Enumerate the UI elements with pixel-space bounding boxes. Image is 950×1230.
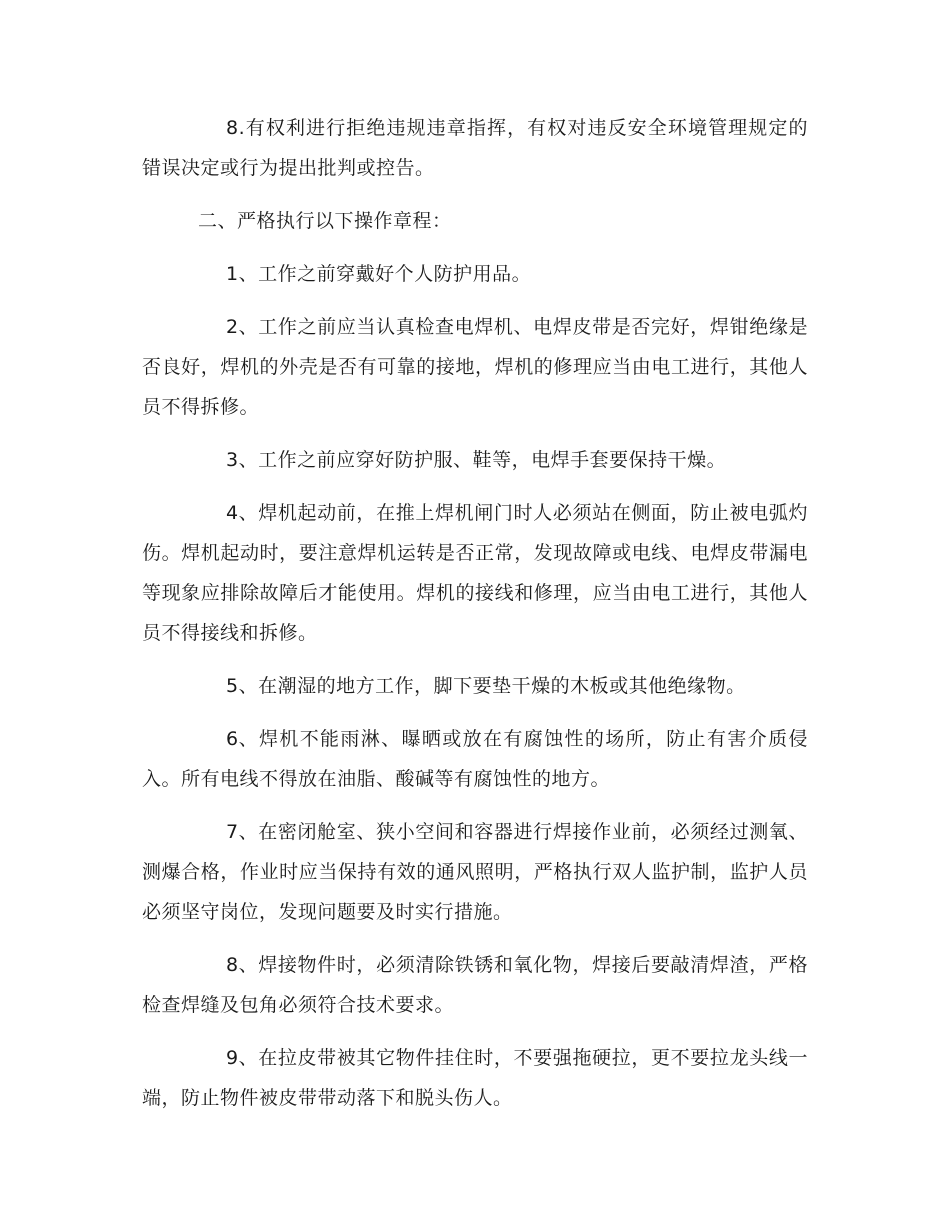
paragraph-text: 工作之前应当认真检查电焊机、电焊皮带是否完好，焊钳绝缘是否良好，焊机的外壳是否有可靠的接地，焊机的修理应当由电工进行，其他人员不得拆修。	[142, 316, 808, 418]
paragraph-number: 2、	[226, 316, 259, 338]
paragraph-number: 5、	[226, 675, 259, 697]
paragraph-number: 1、	[226, 263, 259, 285]
paragraph-number: 3、	[226, 449, 259, 471]
paragraph-rule-5	[142, 666, 808, 706]
paragraph-rule-3	[142, 440, 808, 480]
paragraph-text: 焊接物件时，必须清除铁锈和氧化物，焊接后要敲清焊渣，严格检查焊缝及包角必须符合技术要求。	[142, 954, 808, 1016]
paragraph-number: 8、	[226, 954, 259, 976]
paragraph-rule-4	[142, 493, 808, 653]
paragraph-rule-7	[142, 812, 808, 932]
section-heading	[142, 201, 808, 241]
paragraph-text: 在密闭舱室、狭小空间和容器进行焊接作业前，必须经过测氧、测爆合格，作业时应当保持有效的通风照明，严格执行双人监护制，监护人员必须坚守岗位，发现问题要及时实行措施。	[142, 821, 808, 923]
paragraph-text: 有权利进行拒绝违规违章指挥，有权对违反安全环境管理规定的错误决定或行为提出批判或控告。	[142, 117, 808, 179]
section-heading-text: 二、严格执行以下操作章程：	[198, 210, 452, 232]
paragraph-text: 工作之前穿戴好个人防护用品。	[258, 263, 532, 285]
paragraph-text: 在拉皮带被其它物件挂住时，不要强拖硬拉，更不要拉龙头线一端，防止物件被皮带带动落下和脱头伤人。	[142, 1047, 808, 1109]
document-body	[142, 108, 808, 1131]
paragraph-number: 8.	[226, 117, 246, 139]
paragraph-number: 6、	[226, 728, 259, 750]
paragraph-rule-6	[142, 719, 808, 799]
paragraph-text: 焊机起动前，在推上焊机闸门时人必须站在侧面，防止被电弧灼伤。焊机起动时，要注意焊机运转是否正常，发现故障或电线、电焊皮带漏电等现象应排除故障后才能使用。焊机的接线和修理，应当由电工进行，其他人员不得接线和拆修。	[142, 502, 808, 644]
paragraph-number: 7、	[226, 821, 259, 843]
paragraph-text: 焊机不能雨淋、曝晒或放在有腐蚀性的场所，防止有害介质侵入。所有电线不得放在油脂、酸碱等有腐蚀性的地方。	[142, 728, 808, 790]
paragraph-rule-2	[142, 307, 808, 427]
paragraph-rule-9	[142, 1038, 808, 1118]
paragraph-number: 9、	[226, 1047, 259, 1069]
paragraph-rule-8	[142, 945, 808, 1025]
paragraph-number: 4、	[226, 502, 259, 524]
paragraph-text: 工作之前应穿好防护服、鞋等，电焊手套要保持干燥。	[258, 449, 727, 471]
paragraph-rights-8	[142, 108, 808, 188]
paragraph-rule-1	[142, 254, 808, 294]
paragraph-text: 在潮湿的地方工作，脚下要垫干燥的木板或其他绝缘物。	[258, 675, 746, 697]
